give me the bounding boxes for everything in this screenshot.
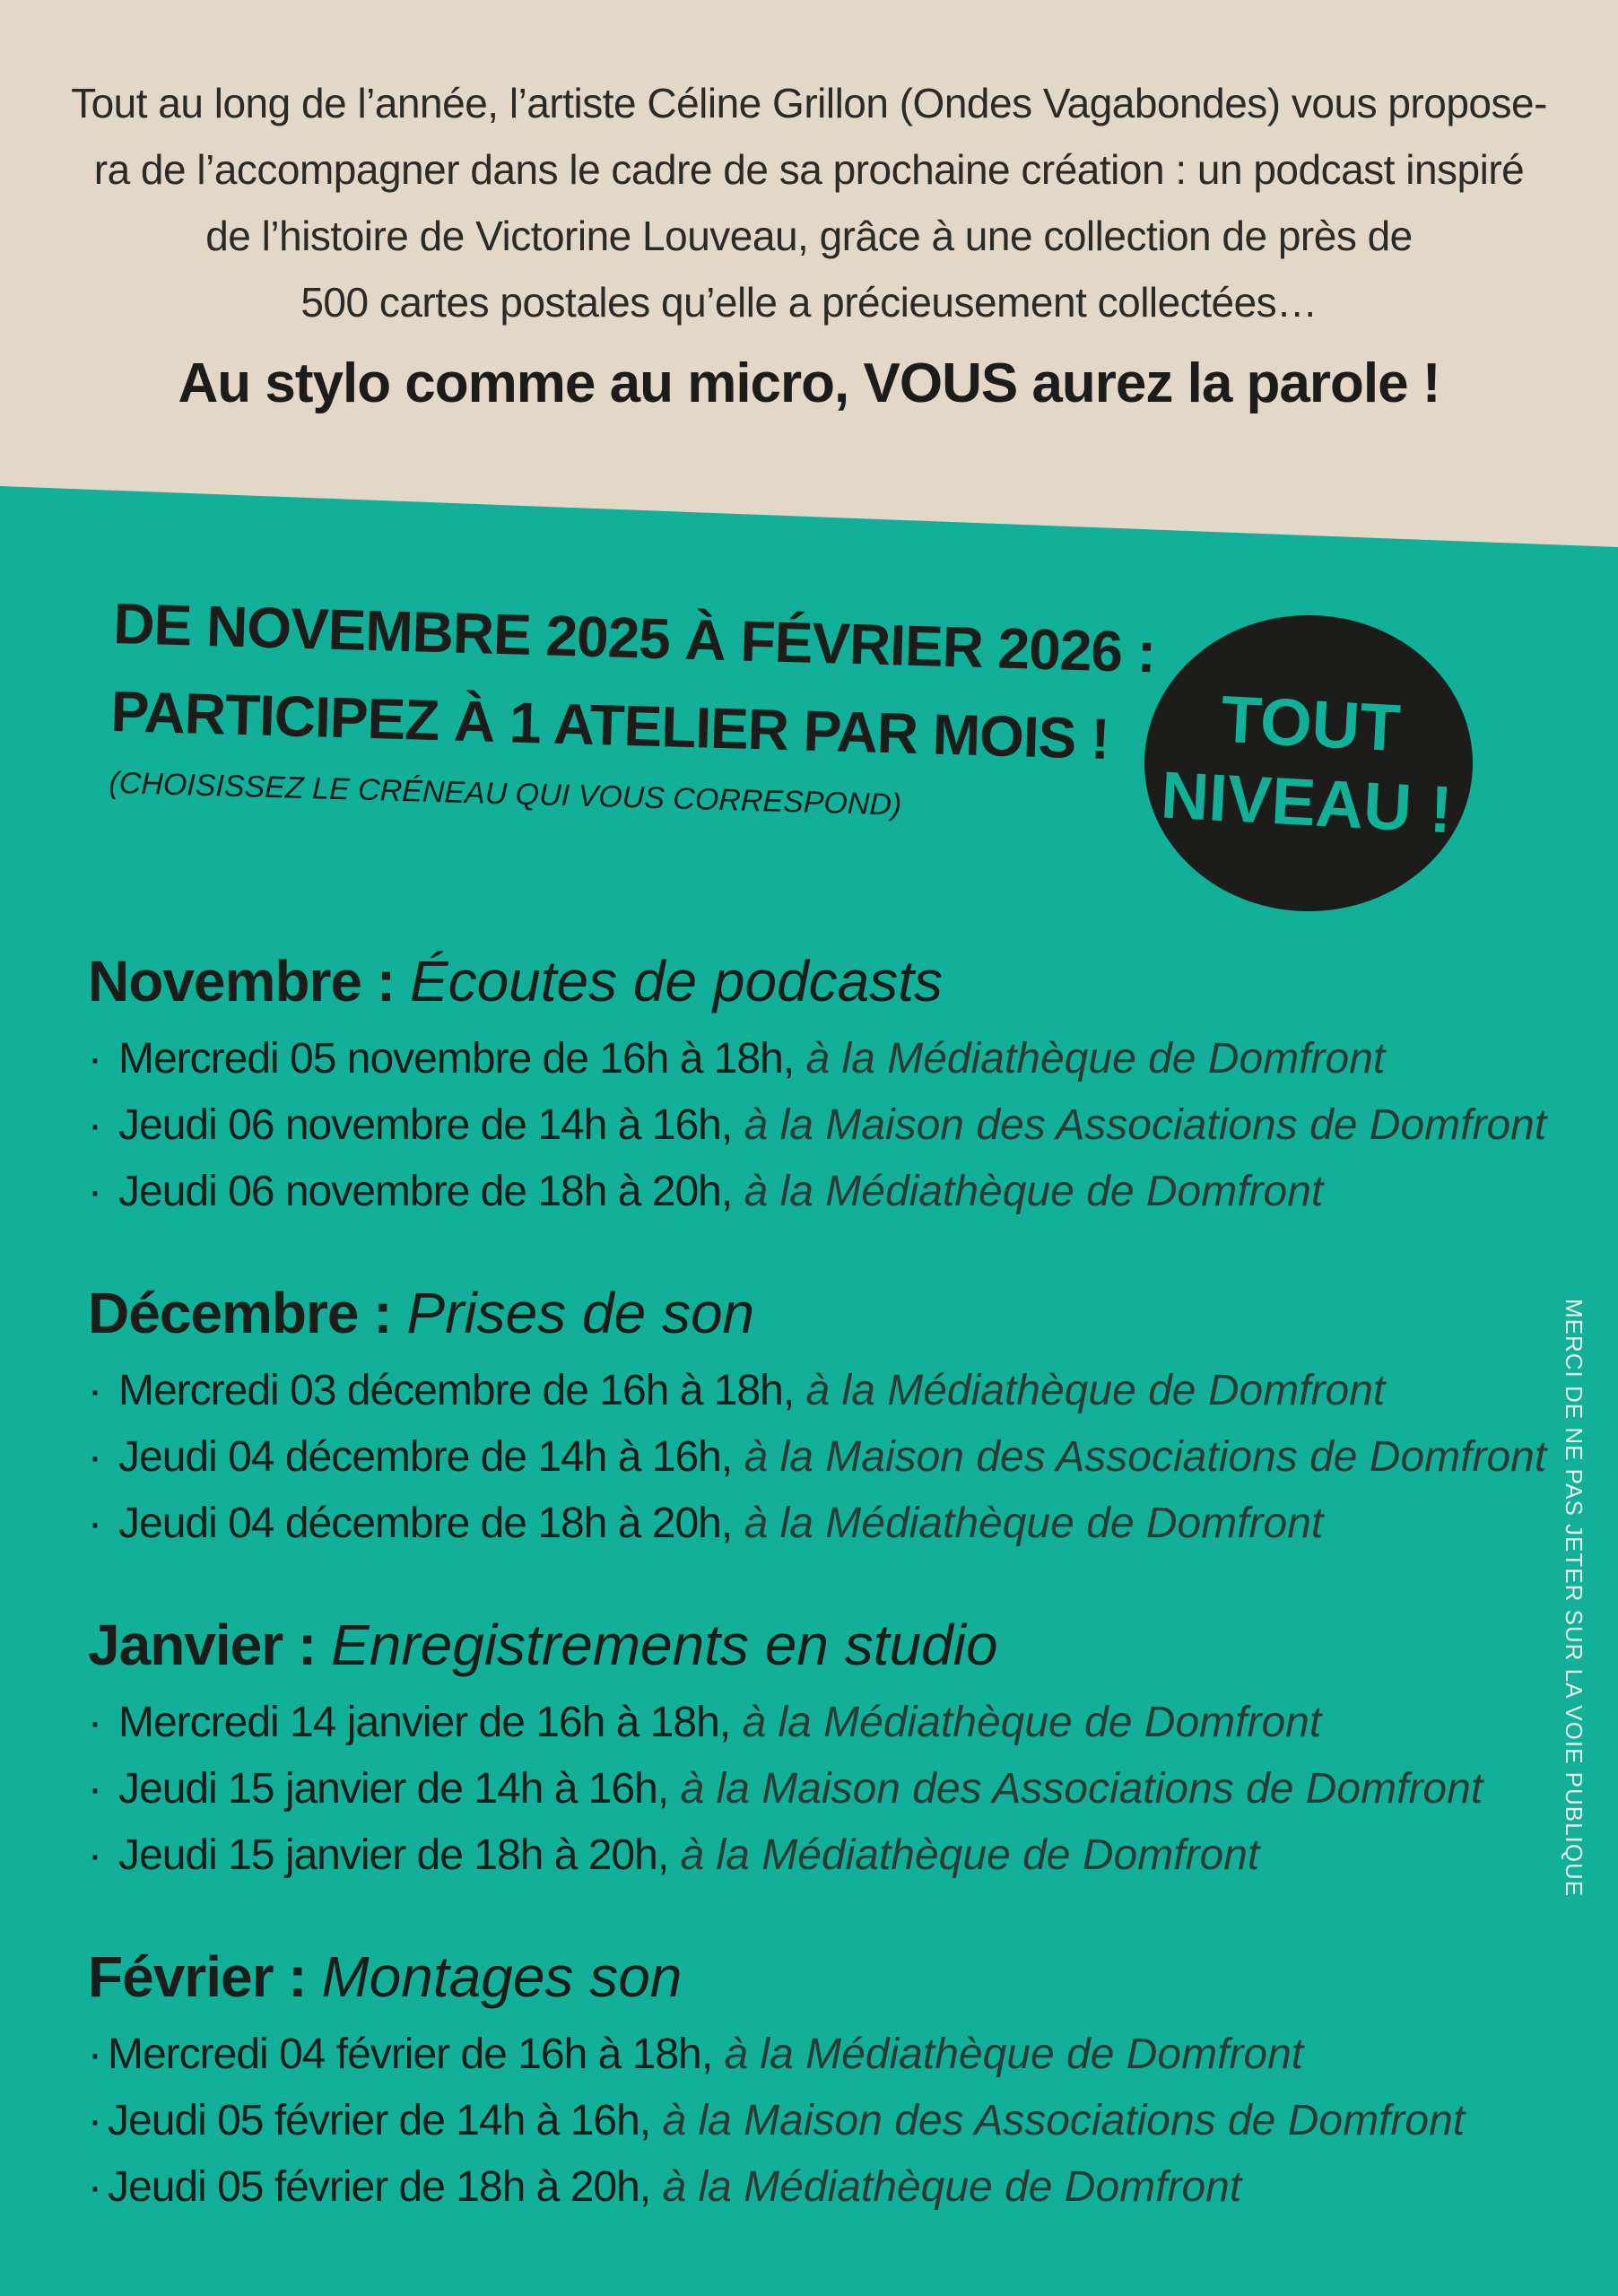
bullet: ·: [88, 1168, 102, 1215]
month-name: Février: [88, 1944, 274, 2009]
session-date: Jeudi 06 novembre de 18h à 20h,: [118, 1168, 733, 1215]
session-item: [88, 1756, 1523, 1822]
session-place: à la Maison des Associations de Domfront: [732, 1101, 1547, 1149]
session-item: [88, 2022, 1523, 2088]
bullet: ·: [88, 1699, 102, 1746]
month-name: Décembre: [88, 1281, 359, 1345]
session-date: Mercredi 04 février de 16h à 18h,: [108, 2031, 713, 2078]
tagline: Au stylo comme au micro, VOUS aurez la parole !: [178, 352, 1440, 414]
month-name: Janvier: [88, 1613, 283, 1677]
side-note-text: MERCI DE NE PAS JETER SUR LA VOIE PUBLIQUE: [1561, 1299, 1588, 1898]
session-date: Jeudi 04 décembre de 14h à 16h,: [118, 1433, 733, 1481]
session-date: Jeudi 04 décembre de 18h à 20h,: [118, 1500, 733, 1547]
session-item: [88, 1092, 1547, 1159]
month-activity: Écoutes de podcasts: [409, 949, 944, 1013]
bullet: ·: [88, 1433, 102, 1481]
session-date: Mercredi 05 novembre de 16h à 18h,: [118, 1035, 795, 1083]
month-activity: Enregistrements en studio: [331, 1613, 998, 1677]
headline-block: [109, 574, 1157, 830]
session-date: Jeudi 05 février de 18h à 20h,: [108, 2163, 651, 2211]
all-levels-badge: [1144, 615, 1473, 911]
session-item: [88, 1690, 1523, 1756]
session-place: à la Médiathèque de Domfront: [794, 1035, 1386, 1083]
intro-line: Tout au long de l’année, l’artiste Céline Grillon (Ondes Vagabondes) vous propose-: [71, 80, 1547, 126]
bullet: ·: [88, 1035, 102, 1083]
month-title: [88, 1932, 1523, 2022]
intro-line: de l’histoire de Victorine Louveau, grâce à une collection de près de: [205, 213, 1413, 259]
intro-line: 500 cartes postales qu’elle a précieusement collectées…: [300, 279, 1318, 326]
session-place: à la Médiathèque de Domfront: [712, 2031, 1304, 2078]
month-block-decembre: [88, 1268, 1547, 1557]
session-item: [88, 1159, 1523, 1225]
session-date: Jeudi 06 novembre de 14h à 16h,: [118, 1101, 733, 1149]
headline-subtitle: (CHOISISSEZ LE CRÉNEAU QUI VOUS CORRESPOND): [108, 765, 902, 822]
bullet: ·: [88, 1765, 102, 1813]
session-item: [88, 2088, 1523, 2154]
session-date: Jeudi 15 janvier de 14h à 16h,: [118, 1765, 669, 1813]
session-place: à la Médiathèque de Domfront: [732, 1500, 1324, 1547]
session-item: [88, 2154, 1523, 2221]
month-activity: Montages son: [321, 1944, 683, 2009]
bullet: ·: [88, 1101, 102, 1149]
session-place: à la Médiathèque de Domfront: [650, 2163, 1242, 2211]
month-separator: :: [283, 1613, 332, 1677]
bullet: ·: [88, 2097, 102, 2144]
month-title: [88, 936, 1523, 1026]
badge-line-1: TOUT: [1219, 681, 1403, 766]
session-date: Jeudi 15 janvier de 18h à 20h,: [118, 1831, 669, 1879]
session-item: [88, 1491, 1523, 1557]
month-block-janvier: [88, 1600, 1523, 1889]
session-place: à la Médiathèque de Domfront: [732, 1168, 1324, 1215]
bullet: ·: [88, 1367, 102, 1414]
session-date: Jeudi 05 février de 14h à 16h,: [108, 2097, 651, 2144]
session-item: [88, 1424, 1547, 1491]
month-separator: :: [273, 1944, 322, 2009]
intro-paragraph: [63, 70, 1555, 335]
bullet: ·: [88, 2031, 102, 2078]
session-date: Mercredi 14 janvier de 16h à 18h,: [118, 1699, 731, 1746]
month-separator: :: [361, 949, 410, 1013]
side-note: [1555, 1299, 1588, 1898]
month-title: [88, 1600, 1523, 1690]
session-place: à la Médiathèque de Domfront: [794, 1367, 1386, 1414]
intro-line: ra de l’accompagner dans le cadre de sa prochaine création : un podcast inspiré: [93, 146, 1525, 193]
month-separator: :: [358, 1281, 407, 1345]
session-place: à la Médiathèque de Domfront: [730, 1699, 1322, 1746]
session-place: à la Maison des Associations de Domfront: [668, 1765, 1483, 1813]
bullet: ·: [88, 1831, 102, 1879]
session-place: à la Médiathèque de Domfront: [668, 1831, 1260, 1879]
headline-participate: PARTICIPEZ À 1 ATELIER PAR MOIS !: [109, 678, 1110, 772]
headline-dates: DE NOVEMBRE 2025 À FÉVRIER 2026 :: [112, 590, 1157, 685]
session-item: [88, 1358, 1523, 1424]
month-title: [88, 1268, 1523, 1358]
bullet: ·: [88, 2163, 102, 2211]
session-item: [88, 1026, 1523, 1092]
month-name: Novembre: [88, 949, 361, 1013]
month-activity: Prises de son: [406, 1281, 755, 1345]
badge-line-2: NIVEAU !: [1159, 757, 1455, 848]
session-place: à la Maison des Associations de Domfront: [650, 2097, 1466, 2144]
session-date: Mercredi 03 décembre de 16h à 18h,: [118, 1367, 795, 1414]
bullet: ·: [88, 1500, 102, 1547]
session-place: à la Maison des Associations de Domfront: [732, 1433, 1547, 1481]
month-block-fevrier: [88, 1932, 1523, 2221]
month-block-novembre: [88, 936, 1547, 1225]
session-item: [88, 1822, 1523, 1889]
